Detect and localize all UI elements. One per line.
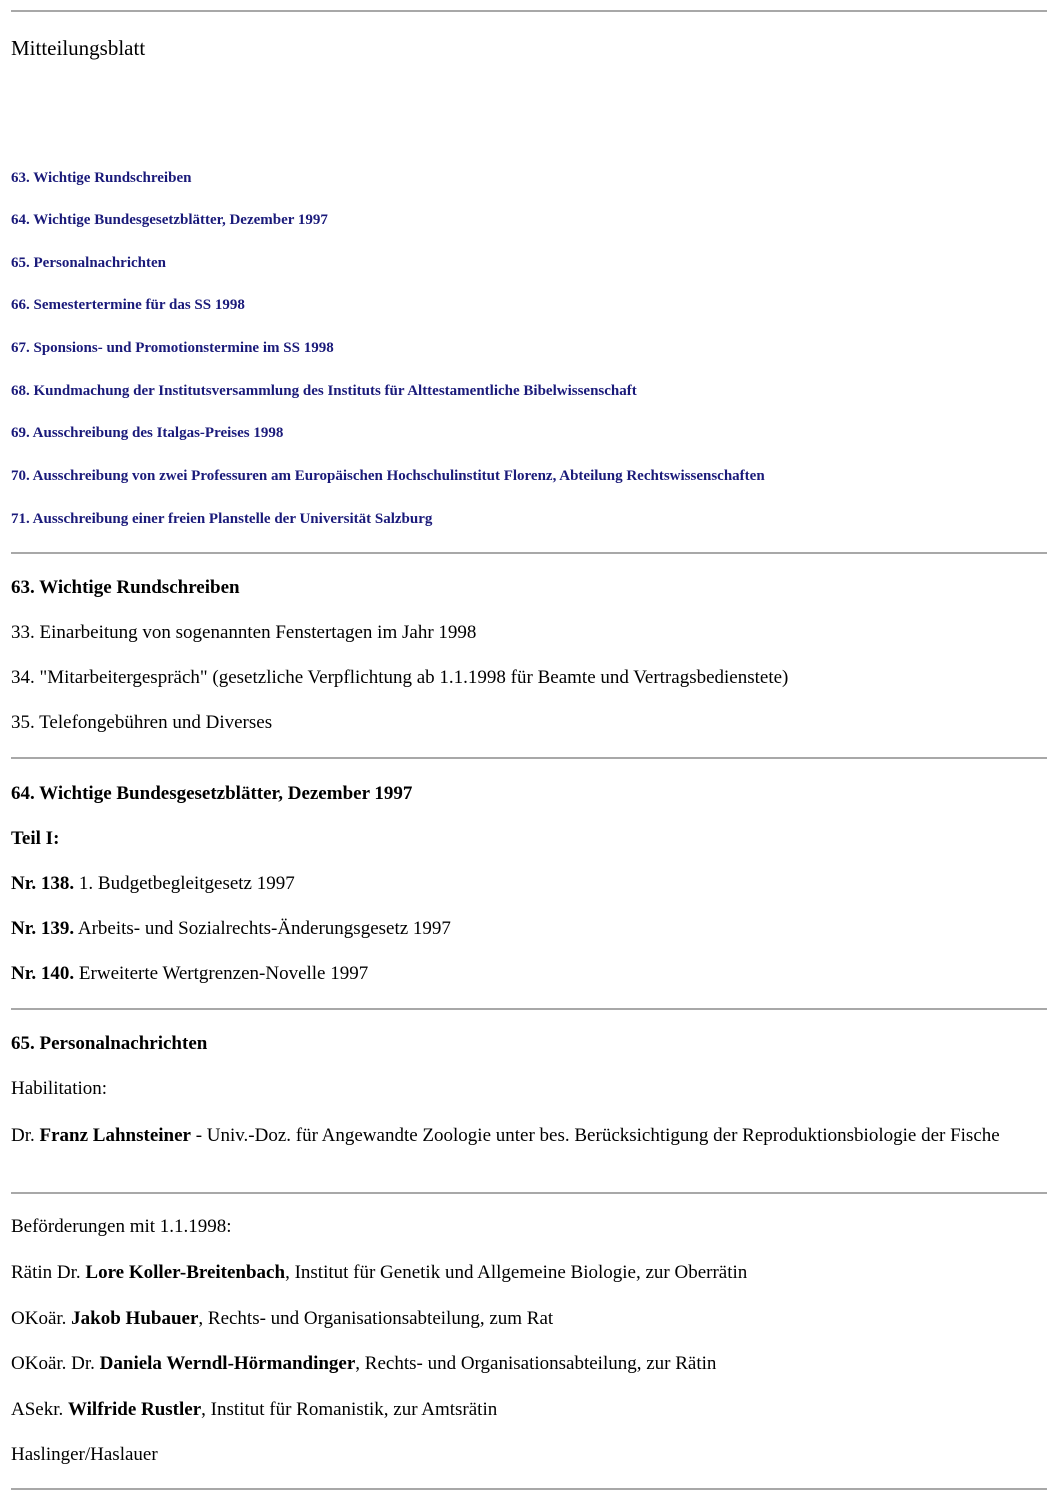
promotion-entry xyxy=(11,1353,716,1375)
bgbl-title: Arbeits- und Sozialrechts-Änderungsgesetz 1997 xyxy=(74,918,451,939)
promotion-entry xyxy=(11,1262,747,1284)
divider xyxy=(11,1192,1047,1194)
section-heading: 65. Personalnachrichten xyxy=(11,1033,208,1054)
person-title: Dr. xyxy=(11,1125,40,1146)
person-description: , Institut für Romanistik, zur Amtsrätin xyxy=(201,1399,498,1420)
toc-link-70[interactable]: 70. Ausschreibung von zwei Professuren am Europäischen Hochschulinstitut Florenz, Abteilung Rechtswissenschaften xyxy=(11,468,765,484)
rundschreiben-item: 35. Telefongebühren und Diverses xyxy=(11,712,273,733)
toc-link-66[interactable]: 66. Semestertermine für das SS 1998 xyxy=(11,297,245,313)
section-subheading: Teil I: xyxy=(11,828,60,849)
toc-link-65[interactable]: 65. Personalnachrichten xyxy=(11,255,166,271)
toc-link-63[interactable]: 63. Wichtige Rundschreiben xyxy=(11,170,192,186)
promotions-label: Beförderungen mit 1.1.1998: xyxy=(11,1216,232,1237)
person-name: Franz Lahnsteiner xyxy=(39,1125,191,1146)
bgbl-number: Nr. 140. xyxy=(11,963,75,984)
bgbl-title: Erweiterte Wertgrenzen-Novelle 1997 xyxy=(74,963,369,984)
person-title: OKoär. xyxy=(11,1308,72,1329)
promotion-entry xyxy=(11,1399,497,1421)
toc-link-68[interactable]: 68. Kundmachung der Institutsversammlung des Instituts für Alttestamentliche Bibelwissenschaft xyxy=(11,383,637,399)
habilitation-entry xyxy=(11,1124,1038,1148)
person-description: - Univ.-Doz. für Angewandte Zoologie unter bes. Berücksichtigung der Reproduktionsbiologie der Fische xyxy=(190,1125,1000,1146)
person-description: , Rechts- und Organisationsabteilung, zur Rätin xyxy=(355,1353,717,1374)
page-title: Mitteilungsblatt xyxy=(11,36,146,60)
divider xyxy=(11,1008,1047,1010)
toc-link-64[interactable]: 64. Wichtige Bundesgesetzblätter, Dezember 1997 xyxy=(11,212,328,228)
section-heading: 64. Wichtige Bundesgesetzblätter, Dezember 1997 xyxy=(11,783,413,804)
divider xyxy=(11,552,1047,554)
rule-top xyxy=(11,10,1047,12)
bgbl-number: Nr. 139. xyxy=(11,918,75,939)
rundschreiben-item: 33. Einarbeitung von sogenannten Fenstertagen im Jahr 1998 xyxy=(11,622,477,643)
bgbl-title: 1. Budgetbegleitgesetz 1997 xyxy=(74,873,295,894)
person-name: Jakob Hubauer xyxy=(71,1308,199,1329)
section-heading: 63. Wichtige Rundschreiben xyxy=(11,577,240,598)
person-description: , Institut für Genetik und Allgemeine Biologie, zur Oberrätin xyxy=(285,1262,748,1283)
divider xyxy=(11,1488,1047,1490)
person-title: OKoär. Dr. xyxy=(11,1353,100,1374)
promotion-entry xyxy=(11,1308,553,1330)
divider xyxy=(11,757,1047,759)
bgbl-item xyxy=(11,963,368,985)
rundschreiben-item: 34. "Mitarbeitergespräch" (gesetzliche Verpflichtung ab 1.1.1998 für Beamte und Vertragsbedienstete) xyxy=(11,667,789,688)
toc-link-71[interactable]: 71. Ausschreibung einer freien Planstelle der Universität Salzburg xyxy=(11,511,433,527)
habilitation-label: Habilitation: xyxy=(11,1078,108,1099)
person-name: Wilfride Rustler xyxy=(68,1399,202,1420)
person-name: Daniela Werndl-Hörmandinger xyxy=(99,1353,356,1374)
person-name: Lore Koller-Breitenbach xyxy=(85,1262,286,1283)
bgbl-item xyxy=(11,918,451,940)
person-title: Rätin Dr. xyxy=(11,1262,86,1283)
toc-link-69[interactable]: 69. Ausschreibung des Italgas-Preises 1998 xyxy=(11,425,284,441)
person-title: ASekr. xyxy=(11,1399,68,1420)
toc-link-67[interactable]: 67. Sponsions- und Promotionstermine im SS 1998 xyxy=(11,340,334,356)
bgbl-number: Nr. 138. xyxy=(11,873,75,894)
signature: Haslinger/Haslauer xyxy=(11,1444,158,1465)
bgbl-item xyxy=(11,873,295,895)
person-description: , Rechts- und Organisationsabteilung, zum Rat xyxy=(198,1308,554,1329)
